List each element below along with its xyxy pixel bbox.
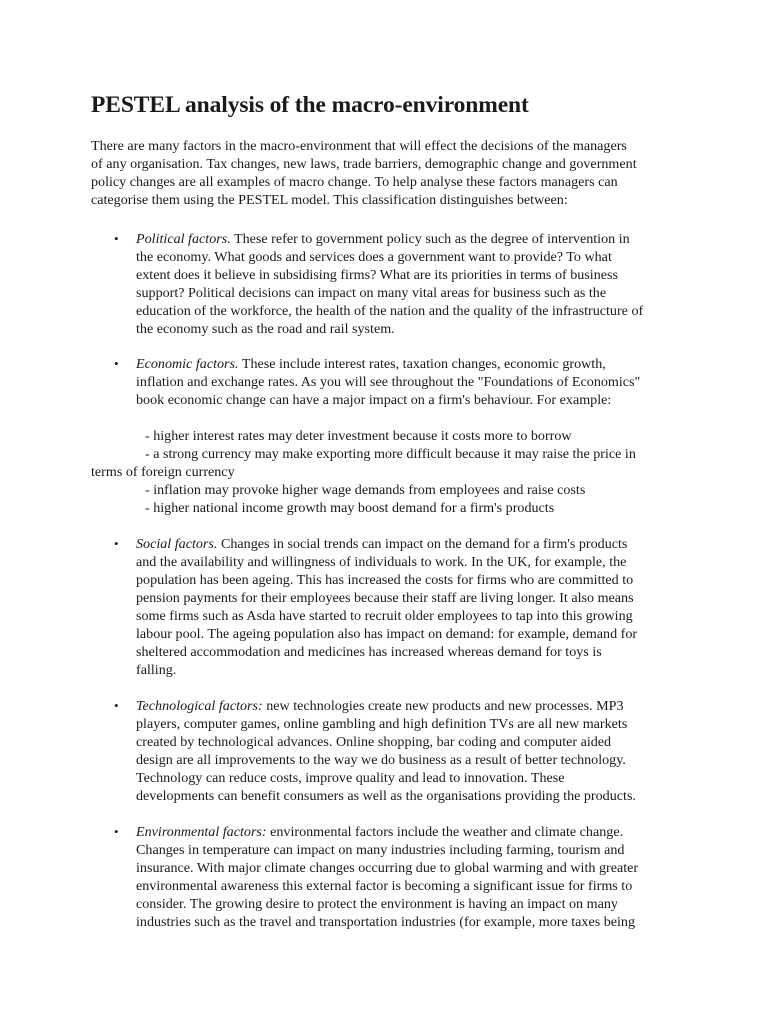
social-line: pension payments for their employees because their staff are living longer. It also means xyxy=(136,590,634,606)
social-factors-item xyxy=(136,535,637,679)
social-first-line xyxy=(136,535,637,553)
economic-example-3: - inflation may provoke higher wage demands from employees and raise costs xyxy=(145,482,586,498)
economic-factors-item xyxy=(136,355,640,409)
technological-factors-item xyxy=(136,697,636,805)
political-first-line xyxy=(136,230,643,248)
bullet-icon: • xyxy=(114,231,119,246)
economic-line: book economic change can have a major impact on a firm's behaviour. For example: xyxy=(136,392,612,408)
political-line: extent does it believe in subsidising firms? What are its priorities in terms of business xyxy=(136,267,618,283)
social-line: sheltered accommodation and medicines has increased whereas demand for toys is xyxy=(136,644,602,660)
environmental-first-line xyxy=(136,823,638,841)
political-label: Political factors. xyxy=(136,231,231,247)
social-line: falling. xyxy=(136,662,177,678)
intro-line: categorise them using the PESTEL model. This classification distinguishes between: xyxy=(91,192,568,208)
social-first-text: Changes in social trends can impact on the demand for a firm's products xyxy=(217,536,628,552)
social-label: Social factors. xyxy=(136,536,218,552)
bullet-icon: • xyxy=(114,824,119,839)
environmental-line: insurance. With major climate changes occurring due to global warming and with greater xyxy=(136,860,639,876)
bullet-icon: • xyxy=(114,356,119,371)
environmental-line: environmental awareness this external factor is becoming a significant issue for firms to xyxy=(136,878,633,894)
political-line: the economy such as the road and rail system. xyxy=(136,321,395,337)
economic-example-4: - higher national income growth may boost demand for a firm's products xyxy=(145,500,555,516)
economic-example-1: - higher interest rates may deter investment because it costs more to borrow xyxy=(145,428,572,444)
bullet-icon: • xyxy=(114,698,119,713)
economic-line: inflation and exchange rates. As you will see throughout the "Foundations of Economics" xyxy=(136,374,641,390)
technological-line: Technology can reduce costs, improve quality and lead to innovation. These xyxy=(136,770,565,786)
economic-first-line xyxy=(136,355,640,373)
bullet-icon: • xyxy=(114,536,119,551)
social-line: population has been ageing. This has increased the costs for firms who are committed to xyxy=(136,572,634,588)
technological-line: players, computer games, online gambling and high definition TVs are all new markets xyxy=(136,716,628,732)
environmental-label: Environmental factors: xyxy=(136,824,267,840)
social-line: and the availability and willingness of individuals to work. In the UK, for example, the xyxy=(136,554,627,570)
economic-first-text: These include interest rates, taxation changes, economic growth, xyxy=(238,356,606,372)
intro-paragraph xyxy=(91,137,691,209)
technological-line: design are all improvements to the way we do business as a result of better technology. xyxy=(136,752,626,768)
political-line: education of the workforce, the health of the nation and the quality of the infrastructure of xyxy=(136,303,644,319)
environmental-line: consider. The growing desire to protect the environment is having an impact on many xyxy=(136,896,618,912)
environmental-factors-item xyxy=(136,823,638,931)
technological-first-text: new technologies create new products and new processes. MP3 xyxy=(262,698,624,714)
economic-example-2-continued: terms of foreign currency xyxy=(91,464,235,480)
economic-example-2: - a strong currency may make exporting more difficult because it may raise the price in xyxy=(145,446,636,462)
environmental-line: Changes in temperature can impact on many industries including farming, tourism and xyxy=(136,842,625,858)
environmental-line: industries such as the travel and transportation industries (for example, more taxes being xyxy=(136,914,636,930)
intro-line: There are many factors in the macro-environment that will effect the decisions of the managers xyxy=(91,138,627,154)
political-factors-item xyxy=(136,230,643,338)
intro-line: policy changes are all examples of macro change. To help analyse these factors managers can xyxy=(91,174,618,190)
page-title: PESTEL analysis of the macro-environment xyxy=(91,92,529,118)
technological-line: developments can benefit consumers as well as the organisations providing the products. xyxy=(136,788,636,804)
social-line: labour pool. The ageing population also has impact on demand: for example, demand for xyxy=(136,626,638,642)
environmental-first-text: environmental factors include the weather and climate change. xyxy=(266,824,624,840)
social-line: some firms such as Asda have started to recruit older employees to tap into this growing xyxy=(136,608,633,624)
technological-line: created by technological advances. Online shopping, bar coding and computer aided xyxy=(136,734,612,750)
intro-line: of any organisation. Tax changes, new laws, trade barriers, demographic change and government xyxy=(91,156,637,172)
political-line: the economy. What goods and services does a government want to provide? To what xyxy=(136,249,612,265)
economic-label: Economic factors. xyxy=(136,356,239,372)
political-line: support? Political decisions can impact on many vital areas for business such as the xyxy=(136,285,607,301)
political-first-text: These refer to government policy such as the degree of intervention in xyxy=(230,231,630,247)
technological-label: Technological factors: xyxy=(136,698,263,714)
technological-first-line xyxy=(136,697,636,715)
